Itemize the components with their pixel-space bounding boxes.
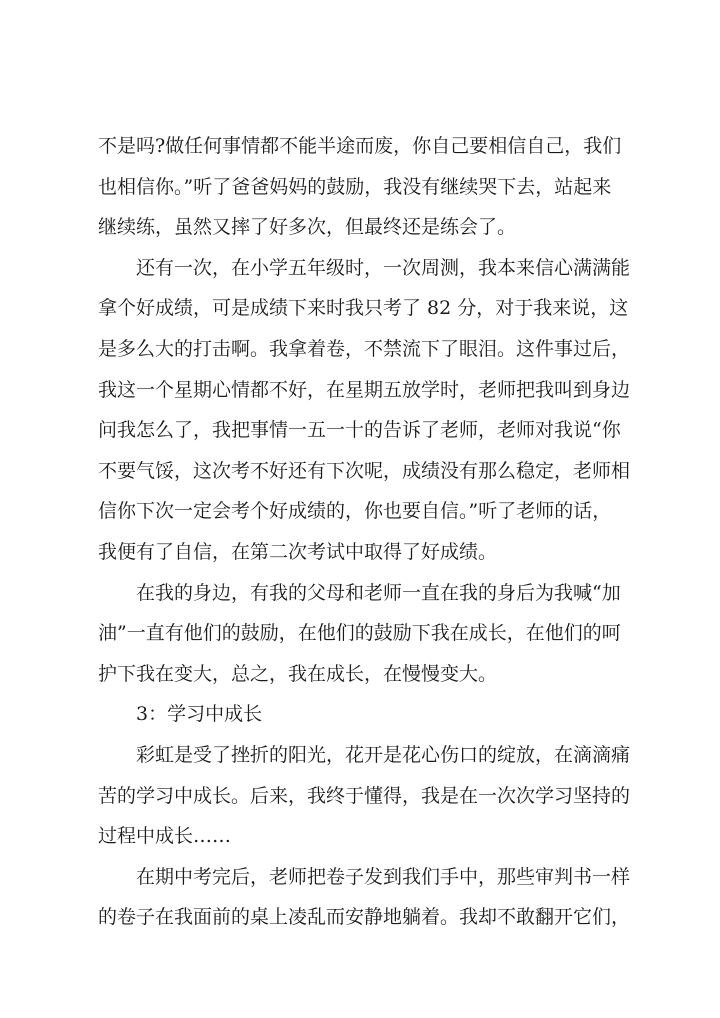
text-line: 过程中成长…… bbox=[98, 825, 232, 848]
text-line: 护下我在变大，总之，我在成长，在慢慢变大。 bbox=[98, 662, 498, 685]
text-line: 是多么大的打击啊。我拿着卷，不禁流下了眼泪。这件事过后， bbox=[98, 337, 631, 360]
text-line: 彩虹是受了挫折的阳光，花开是花心伤口的绽放，在滴滴痛 bbox=[136, 743, 631, 766]
text-line: 我这一个星期心情都不好，在星期五放学时，老师把我叫到身边 bbox=[98, 378, 631, 401]
text-line: 的卷子在我面前的桌上凌乱而安静地躺着。我却不敢翻开它们， bbox=[98, 906, 631, 929]
text-line: 拿个好成绩，可是成绩下来时我只考了 82 分，对于我来说，这 bbox=[98, 297, 629, 320]
text-line: 还有一次，在小学五年级时，一次周测，我本来信心满满能 bbox=[136, 256, 631, 279]
document-body bbox=[98, 126, 658, 938]
text-line: 我便有了自信，在第二次考试中取得了好成绩。 bbox=[98, 540, 498, 563]
text-line: 信你下次一定会考个好成绩的，你也要自信。”听了老师的话， bbox=[98, 500, 612, 523]
text-line: 油”一直有他们的鼓励，在他们的鼓励下我在成长，在他们的呵 bbox=[98, 622, 621, 645]
text-line: 3：学习中成长 bbox=[136, 703, 263, 726]
text-line: 也相信你。”听了爸爸妈妈的鼓励，我没有继续哭下去，站起来 bbox=[98, 175, 612, 198]
text-line: 在我的身边，有我的父母和老师一直在我的身后为我喊“加 bbox=[136, 581, 621, 604]
text-line: 不是吗?做任何事情都不能半途而废，你自己要相信自己，我们 bbox=[98, 135, 622, 157]
text-line: 不要气馁，这次考不好还有下次呢，成绩没有那么稳定，老师相 bbox=[98, 459, 631, 482]
text-line: 在期中考完后，老师把卷子发到我们手中，那些审判书一样 bbox=[136, 865, 631, 888]
text-line: 继续练，虽然又摔了好多次，但最终还是练会了。 bbox=[98, 216, 517, 239]
text-line: 问我怎么了，我把事情一五一十的告诉了老师，老师对我说“你 bbox=[98, 419, 621, 442]
text-line: 苦的学习中成长。后来，我终于懂得，我是在一次次学习坚持的 bbox=[98, 784, 631, 807]
